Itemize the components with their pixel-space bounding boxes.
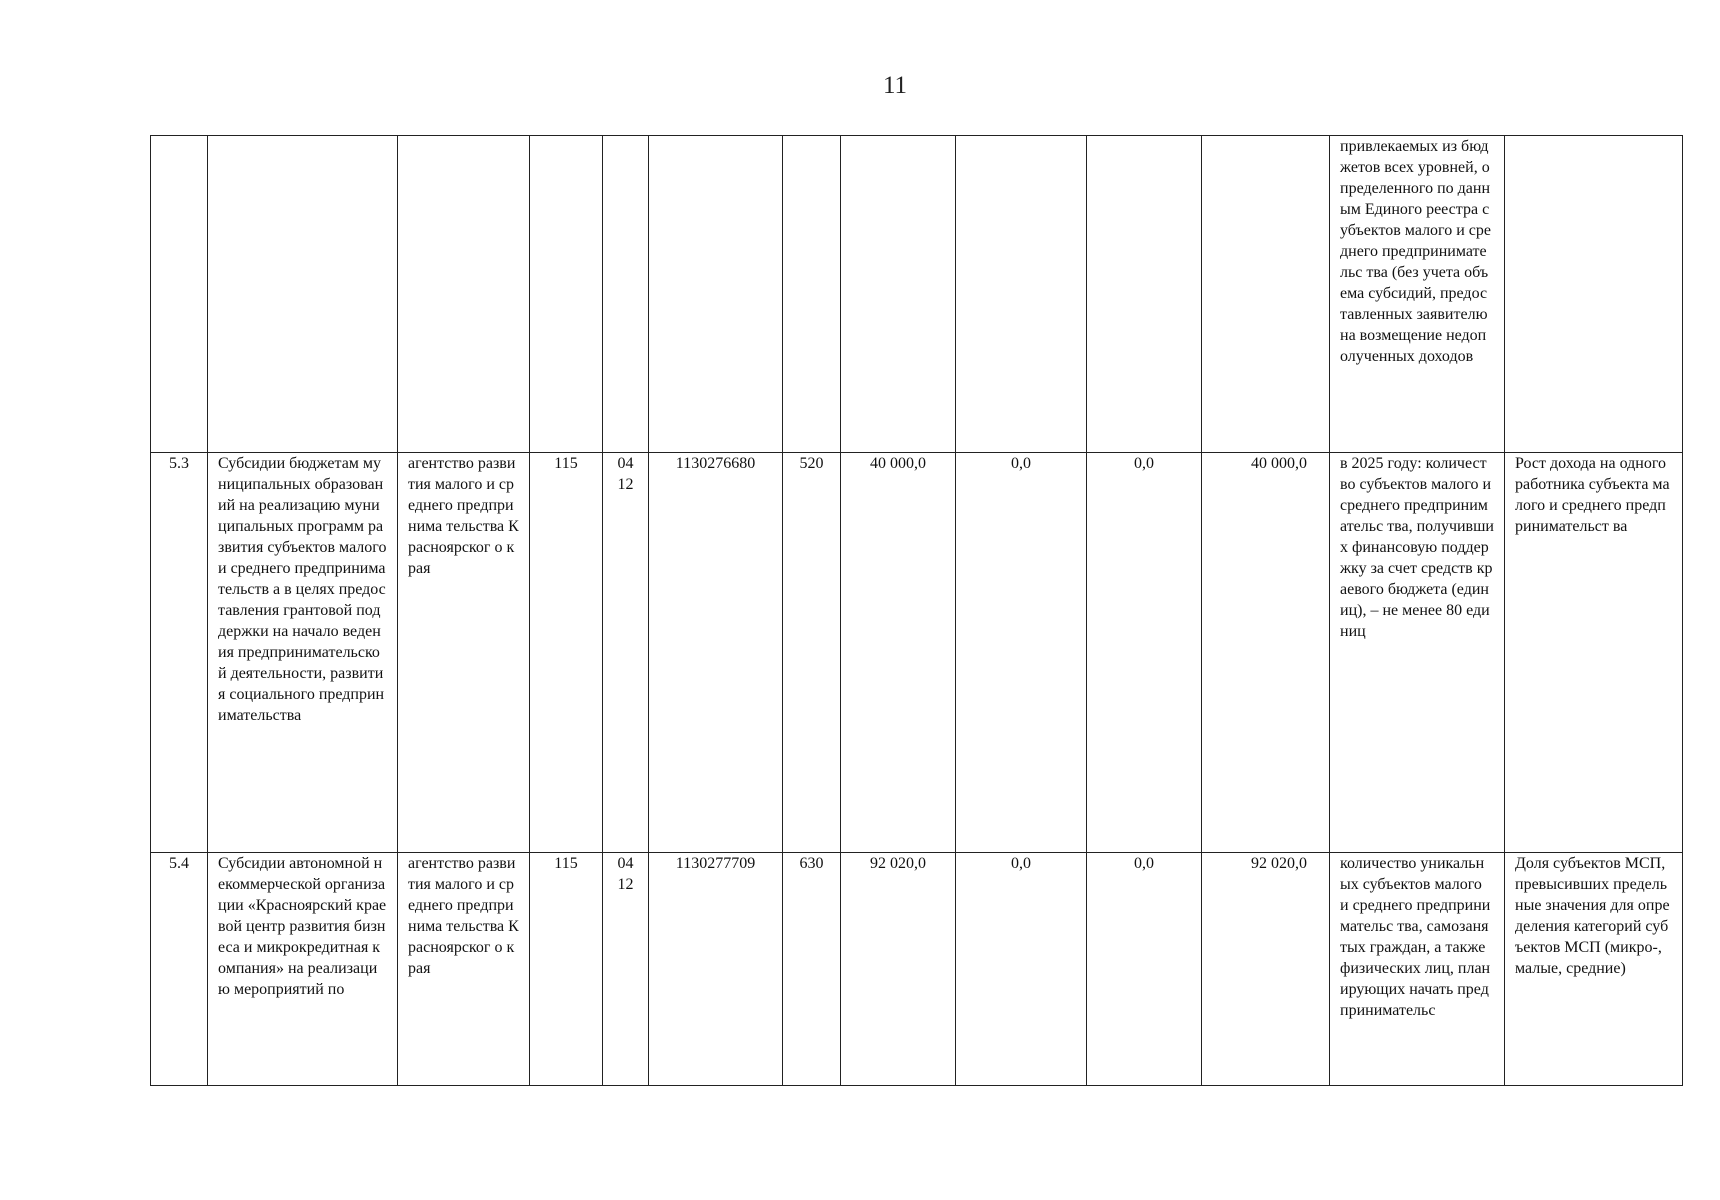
measure-name-cell: Субсидии автономной некоммерческой организации «Красноярский краевой центр развития бизнеса и микрокредитная компания» на реализацию мероприятий по	[208, 853, 398, 1086]
rzpr-cell	[603, 136, 649, 453]
amount-total-cell	[1202, 136, 1330, 453]
amount-total-cell: 92 020,0	[1202, 853, 1330, 1086]
amount-cell: 92 020,0	[841, 853, 956, 1086]
expected-result-cell: привлекаемых из бюджетов всех уровней, определенного по данным Единого реестра субъектов малого и среднего предпринимательс тва (без учета объема субсидий, предоставленных заявителю на возмещение недополученных доходов	[1330, 136, 1505, 453]
rzpr-cell: 04 12	[603, 453, 649, 853]
indicator-cell	[1505, 136, 1683, 453]
row-number-cell	[151, 136, 208, 453]
executor-cell	[398, 136, 530, 453]
expected-result-cell: в 2025 году: количество субъектов малого и среднего предпринимательс тва, получивших финансовую поддержку за счет средств краевого бюджета (единиц), – не менее 80 единиц	[1330, 453, 1505, 853]
table-row	[151, 853, 1683, 1086]
budget-table	[150, 135, 1683, 1086]
row-number-cell: 5.3	[151, 453, 208, 853]
table-row	[151, 453, 1683, 853]
page-number: 11	[882, 72, 908, 99]
indicator-cell: Рост дохода на одного работника субъекта малого и среднего предпринимательст ва	[1505, 453, 1683, 853]
executor-cell: агентство развития малого и среднего предпринима тельства Красноярског о края	[398, 853, 530, 1086]
csr-cell: 1130276680	[649, 453, 783, 853]
grbs-cell: 115	[530, 853, 603, 1086]
vr-cell	[783, 136, 841, 453]
grbs-cell	[530, 136, 603, 453]
amount-cell	[1087, 136, 1202, 453]
amount-cell: 40 000,0	[841, 453, 956, 853]
executor-cell: агентство развития малого и среднего предпринима тельства Красноярског о края	[398, 453, 530, 853]
grbs-cell: 115	[530, 453, 603, 853]
amount-cell: 0,0	[1087, 453, 1202, 853]
amount-total-cell: 40 000,0	[1202, 453, 1330, 853]
row-number-cell: 5.4	[151, 853, 208, 1086]
csr-cell	[649, 136, 783, 453]
rzpr-cell: 04 12	[603, 853, 649, 1086]
amount-cell: 0,0	[956, 853, 1087, 1086]
measure-name-cell	[208, 136, 398, 453]
vr-cell: 520	[783, 453, 841, 853]
indicator-cell: Доля субъектов МСП, превысивших предельные значения для определения категорий субъектов МСП (микро-, малые, средние)	[1505, 853, 1683, 1086]
amount-cell	[956, 136, 1087, 453]
measure-name-cell: Субсидии бюджетам муниципальных образований на реализацию муниципальных программ развития субъектов малого и среднего предпринимательств а в целях предоставления грантовой поддержки на начало ведения предпринимательско й деятельности, развития социального предпринимательства	[208, 453, 398, 853]
table-row	[151, 136, 1683, 453]
amount-cell	[841, 136, 956, 453]
expected-result-cell: количество уникальных субъектов малого и среднего предпринимательс тва, самозанятых граждан, а также физических лиц, планирующих начать предпринимательс	[1330, 853, 1505, 1086]
amount-cell: 0,0	[956, 453, 1087, 853]
amount-cell: 0,0	[1087, 853, 1202, 1086]
csr-cell: 1130277709	[649, 853, 783, 1086]
vr-cell: 630	[783, 853, 841, 1086]
